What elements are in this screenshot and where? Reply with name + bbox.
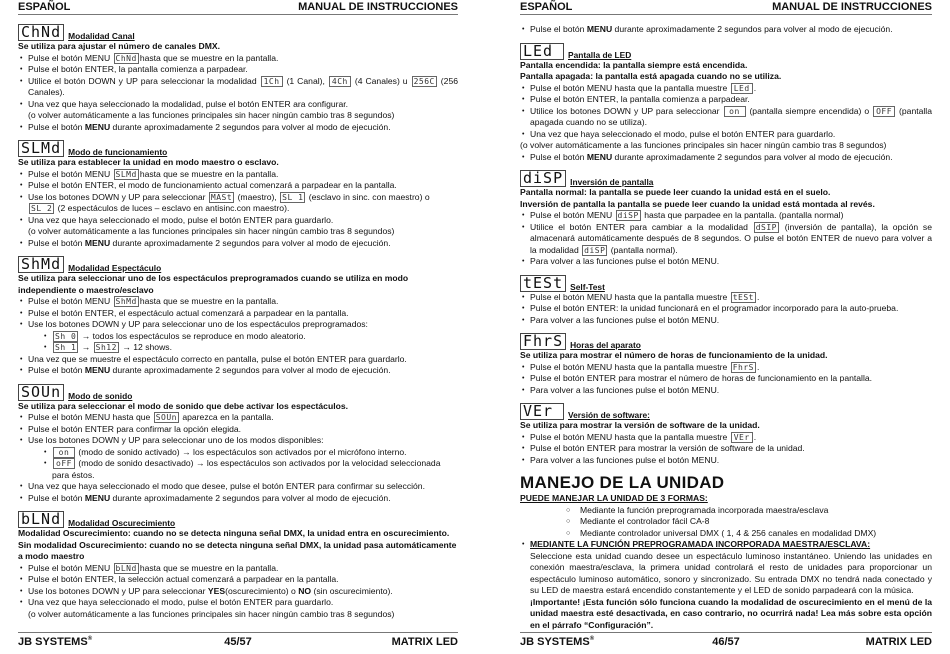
text-run: (oscurecimiento) o xyxy=(225,585,299,596)
header-title: MANUAL DE INSTRUCCIONES xyxy=(772,1,932,13)
section-intro: Pantalla normal: la pantalla se puede leer cuando la unidad está en el suelo. xyxy=(520,187,831,197)
text-run: durante aproximadamente 2 segundos para volver al modo de ejecución. xyxy=(612,24,893,34)
page-content xyxy=(18,24,458,627)
operation-options xyxy=(520,505,932,540)
lcd-display-indicator: 4Ch xyxy=(329,76,351,87)
lcd-display-indicator: SLMd xyxy=(115,169,137,179)
section-intro: Se utiliza para mostrar la versión de software de la unidad. xyxy=(520,420,760,430)
bullet-list xyxy=(18,412,458,504)
lcd-display-heading: SOUn xyxy=(18,384,64,401)
text-run: durante aproximadamente 2 segundos para volver al modo de ejecución. xyxy=(110,492,391,503)
text-run: durante aproximadamente 2 segundos para volver al modo de ejecución. xyxy=(612,151,893,162)
text-run: . xyxy=(756,361,760,372)
list-item xyxy=(520,443,932,455)
text-run: Use los botones DOWN y UP para seleccionar xyxy=(28,191,208,202)
section-intro: Modalidad Oscurecimiento: cuando no se detecta ninguna señal DMX, la unidad entra en oscurecimiento. xyxy=(18,528,450,538)
text-run: aparezca en la pantalla. xyxy=(179,412,274,422)
text-run: Use los botones DOWN y UP para seleccionar uno de los espectáculos preprogramados: xyxy=(28,319,368,329)
lcd-display-indicator: diSP xyxy=(617,211,639,220)
sub-list xyxy=(28,331,458,354)
list-item xyxy=(18,435,458,481)
page-right xyxy=(520,0,932,654)
bold-text: NO xyxy=(298,585,312,596)
list-item xyxy=(520,256,932,268)
section-heading xyxy=(18,256,458,273)
text-run: Pulse el botón ENTER para mostrar la versión de software de la unidad. xyxy=(530,443,805,453)
lcd-display-indicator: SOUn xyxy=(155,413,177,422)
text-run: Utilice el botón DOWN y UP para seleccionar la modalidad xyxy=(28,75,260,86)
text-run: . xyxy=(753,82,757,93)
section-title: Modo de funcionamiento xyxy=(68,147,168,157)
brand-name: JB SYSTEMS xyxy=(18,636,88,648)
bold-text: MENU xyxy=(84,365,111,375)
text-run: hasta que parpadee en la pantalla. (pantalla normal) xyxy=(641,210,844,220)
text-run: hasta que se muestre en la pantalla. xyxy=(139,296,279,306)
list-item xyxy=(18,180,458,192)
continuation-note: (o volver automáticamente a las funciones principales sin hacer ningún cambio tras 8 segundos) xyxy=(28,608,395,619)
section-heading xyxy=(18,384,458,401)
text-run: Pulse el botón MENU hasta que xyxy=(28,412,153,422)
text-run: . xyxy=(753,431,757,442)
list-item xyxy=(18,493,458,505)
text-run: hasta que se muestre en la pantalla. xyxy=(139,562,279,573)
page-number: 45/57 xyxy=(224,636,252,648)
text-run: (inversión de pantalla), la opción se almacenará automáticamente después de 8 segundos. O pulse el botón ENTER de nuevo para volver a la modalidad xyxy=(530,221,932,255)
lcd-display-heading: bLNd xyxy=(18,511,64,528)
menu-section xyxy=(520,333,932,396)
text-run: (modo de sonido activado) → los espectáculos son activados por el micrófono interno. xyxy=(76,446,407,457)
section-title: Modo de sonido xyxy=(68,390,133,401)
lcd-display-indicator: FhrS xyxy=(732,362,754,372)
lcd-display-indicator: LEd xyxy=(731,83,753,94)
bullet-list xyxy=(18,563,458,621)
text-run: Pulse el botón ENTER, el espectáculo actual comenzará a parpadear en la pantalla. xyxy=(28,307,349,318)
sub-list xyxy=(28,447,458,482)
operation-title: MANEJO DE LA UNIDAD xyxy=(520,473,725,492)
page-header xyxy=(18,1,458,15)
text-run: (4 Canales) u xyxy=(351,75,411,86)
registered-mark: ® xyxy=(589,636,595,642)
list-item xyxy=(18,319,458,354)
menu-section xyxy=(18,24,458,133)
bullet-list xyxy=(520,24,932,36)
menu-section xyxy=(18,140,458,249)
text-run: Para volver a las funciones pulse el botón MENU. xyxy=(530,256,720,266)
text-run: Una vez que haya seleccionado el modo, pulse el botón ENTER para guardarlo. xyxy=(28,214,334,225)
bullet-list xyxy=(18,296,458,377)
sub-list-item xyxy=(42,447,458,459)
continuation-note: (o volver automáticamente a las funciones principales sin hacer ningún cambio tras 8 segundos) xyxy=(28,226,395,236)
lcd-display-heading: FhrS xyxy=(520,333,566,350)
text-run: Una vez que haya seleccionado el modo, pulse el botón ENTER para guardarlo. xyxy=(530,128,836,139)
bold-text: YES xyxy=(207,585,226,596)
text-run: durante aproximadamente 2 segundos para volver al modo de ejecución. xyxy=(110,365,391,375)
bullet-list xyxy=(520,210,932,268)
text-run: (pantalla apagada cuando no se utiliza). xyxy=(530,105,932,127)
text-run: Una vez que se muestre el espectáculo correcto en pantalla, pulse el botón ENTER para guardarlo. xyxy=(28,353,407,364)
lcd-display-indicator: ShMd xyxy=(115,297,137,306)
master-slave-heading: MEDIANTE LA FUNCIÓN PREPROGRAMADA INCORPORADA MAESTRA/ESCLAVA: xyxy=(530,539,871,549)
lcd-display-heading: ShMd xyxy=(18,256,64,273)
list-item xyxy=(18,597,458,620)
list-item xyxy=(18,76,458,99)
list-item xyxy=(18,424,458,436)
menu-section xyxy=(520,43,932,164)
lcd-display-indicator: SL 1 xyxy=(282,192,304,202)
text-run: (256 Canales). xyxy=(28,75,458,97)
registered-mark: ® xyxy=(87,636,93,642)
lcd-display-indicator: 1Ch xyxy=(261,76,283,87)
section-title: Inversión de pantalla xyxy=(570,177,654,187)
section-intro: Se utiliza para seleccionar el modo de sonido que debe activar los espectáculos. xyxy=(18,400,349,411)
page-left xyxy=(18,0,458,654)
text-run: (maestro), xyxy=(235,191,280,202)
list-item xyxy=(18,215,458,238)
text-run: (pantalla normal). xyxy=(608,244,678,255)
lcd-display-indicator: on xyxy=(724,106,746,117)
continuation-note: (o volver automáticamente a las funciones principales sin hacer ningún cambio tras 8 segundos) xyxy=(520,140,887,150)
menu-section xyxy=(520,170,932,268)
text-run: (pantalla siempre encendida) o xyxy=(746,105,873,116)
text-run: Una vez que haya seleccionado el modo que desee, pulse el botón ENTER para confirmar su selección. xyxy=(28,481,425,491)
text-run: Pulse el botón MENU xyxy=(530,210,615,220)
bullet-list xyxy=(520,539,932,551)
text-run: Pulse el botón xyxy=(28,237,85,248)
menu-section xyxy=(520,275,932,327)
bullet-list xyxy=(520,292,932,327)
section-intro: Sin modalidad Oscurecimiento: cuando no se detecta ninguna señal DMX, la unidad pasa automáticamente a modo maestro xyxy=(18,539,457,561)
list-item xyxy=(520,373,932,385)
footer-product: MATRIX LED xyxy=(865,636,932,648)
bold-text: MENU xyxy=(84,492,111,503)
list-item xyxy=(18,53,458,65)
text-run: Para volver a las funciones pulse el botón MENU. xyxy=(530,454,720,465)
lcd-display-indicator: Sh 1 xyxy=(55,343,77,352)
text-run: Pulse el botón ENTER, el modo de funcionamiento actual comenzará a parpadear en la pantalla. xyxy=(28,180,397,190)
sub-list-item xyxy=(42,342,458,354)
text-run: → todos los espectáculos se reproduce en modo aleatorio. xyxy=(79,330,306,341)
operation-option: ○ Mediante controlador universal DMX ( 1, 4 & 256 canales en modalidad DMX) xyxy=(566,528,932,540)
section-heading xyxy=(520,403,932,420)
list-item xyxy=(520,315,932,327)
page-number: 46/57 xyxy=(712,636,740,648)
text-run: Pulse el botón MENU hasta que la pantalla muestre xyxy=(530,431,730,442)
lcd-display-indicator: 256C xyxy=(413,76,435,86)
text-run: Pulse el botón xyxy=(28,121,85,132)
text-run: durante aproximadamente 2 segundos para volver al modo de ejecución. xyxy=(110,121,391,132)
section-heading xyxy=(18,140,458,157)
lcd-display-heading: LEd xyxy=(520,43,564,60)
section-intro: Pantalla encendida: la pantalla siempre está encendida. xyxy=(520,59,748,70)
footer-brand xyxy=(18,636,92,649)
section-heading xyxy=(520,43,932,60)
master-slave-description: Seleccione esta unidad cuando desee un espectáculo luminoso instantáneo. Uniendo las unidades en conexión maestra/esclava, la primera unidad controlará el resto de unidades para proporcionar un espectáculo luminoso automático, sonoro y sincronizado. Su entrada DMX no tendrá nada conectado y su LED de maestra estará encendido constantemente y el LED de sonido parpadeará con la música. xyxy=(530,550,932,595)
text-run: → xyxy=(79,342,93,352)
lcd-display-indicator: Sh12 xyxy=(95,343,117,352)
menu-section xyxy=(18,511,458,620)
bold-text: MENU xyxy=(84,121,111,132)
section-title: Pantalla de LED xyxy=(568,49,632,60)
page-footer xyxy=(18,632,458,652)
list-item xyxy=(18,365,458,377)
lcd-display-heading: ChNd xyxy=(18,24,64,41)
text-run: Pulse el botón ENTER para confirmar la opción elegida. xyxy=(28,423,242,434)
text-run: Pulse el botón ENTER, la selección actual comenzará a parpadear en la pantalla. xyxy=(28,574,339,584)
text-run: Utilice los botones DOWN y UP para seleccionar xyxy=(530,105,723,116)
bullet-list xyxy=(520,362,932,397)
sub-list-item xyxy=(42,458,458,481)
list-item xyxy=(18,308,458,320)
operation-option: ○ Mediante la función preprogramada incorporada maestra/esclava xyxy=(566,505,932,517)
section-intro: Se utiliza para ajustar el número de canales DMX. xyxy=(18,41,221,51)
list-item xyxy=(520,432,932,444)
section-intro: Se utiliza para seleccionar uno de los espectáculos preprogramados cuando se utiliza en modo independiente o maestro/esclavo xyxy=(18,273,409,295)
page-content xyxy=(520,24,932,631)
text-run: Pulse el botón MENU hasta que la pantalla muestre xyxy=(530,291,730,302)
header-language: ESPAÑOL xyxy=(18,1,71,13)
brand-name: JB SYSTEMS xyxy=(520,636,590,648)
list-item xyxy=(18,238,458,250)
list-item xyxy=(520,222,932,257)
continuation-note: (o volver automáticamente a las funciones principales sin hacer ningún cambio tras 8 segundos) xyxy=(28,110,395,120)
lcd-display-indicator: Sh 0 xyxy=(55,331,77,341)
lcd-display-heading: diSP xyxy=(520,170,566,187)
text-run: Pulse el botón ENTER: la unidad funcionará en el programador incorporado para la auto-prueba. xyxy=(530,303,899,313)
text-run: hasta que se muestre en la pantalla. xyxy=(139,52,279,63)
section-title: Versión de software: xyxy=(568,410,650,420)
text-run: Para volver a las funciones pulse el botón MENU. xyxy=(530,384,720,395)
list-item xyxy=(520,24,932,36)
text-run: Pulse el botón MENU hasta que la pantalla muestre xyxy=(530,82,730,93)
list-item xyxy=(520,455,932,467)
section-title: Horas del aparato xyxy=(570,340,641,350)
lcd-display-indicator: OFF xyxy=(873,106,895,117)
text-run: Use los botones DOWN y UP para seleccionar uno de los modos disponibles: xyxy=(28,435,324,445)
text-run: . xyxy=(756,291,760,302)
list-item xyxy=(520,210,932,222)
text-run: Pulse el botón ENTER, la pantalla comienza a parpadear. xyxy=(28,64,248,74)
list-item xyxy=(18,563,458,575)
page-header xyxy=(520,1,932,15)
text-run: Pulse el botón MENU hasta que la pantalla muestre xyxy=(530,361,730,372)
important-note: ¡Importante! ¡Esta función sólo funciona cuando la modalidad de oscurecimiento en el menú de la unidad maestra esté desactivada, en caso contrario, no ocurrirá nada! Lea más sobre esta opción en el párrafo “Configuración”. xyxy=(530,596,932,630)
lcd-display-indicator: oFF xyxy=(53,458,75,469)
text-run: Una vez que haya seleccionado la modalidad, pulse el botón ENTER ara configurar. xyxy=(28,98,349,109)
list-item xyxy=(520,106,932,129)
bold-text: MENU xyxy=(586,24,613,34)
list-item xyxy=(18,296,458,308)
list-item xyxy=(520,152,932,164)
section-title: Self-Test xyxy=(570,281,605,292)
section-title: Modalidad Oscurecimiento xyxy=(68,518,176,528)
list-item xyxy=(18,574,458,586)
list-item xyxy=(520,94,932,106)
text-run: (esclavo in sinc. con maestro) o xyxy=(306,191,430,202)
list-item xyxy=(520,362,932,374)
lcd-display-indicator: MASt xyxy=(210,192,233,202)
list-item xyxy=(18,122,458,134)
text-run: Pulse el botón xyxy=(530,151,587,162)
text-run: Para volver a las funciones pulse el botón MENU. xyxy=(530,314,720,325)
text-run: Use los botones DOWN y UP para seleccionar xyxy=(28,585,208,596)
list-item xyxy=(520,83,932,95)
menu-section xyxy=(520,403,932,466)
list-item xyxy=(520,129,932,141)
text-run: Pulse el botón xyxy=(530,24,587,34)
section-heading xyxy=(520,333,932,350)
list-item xyxy=(520,539,932,551)
bullet-list xyxy=(18,53,458,134)
operation-section xyxy=(520,473,932,631)
lcd-display-indicator: tESt xyxy=(732,292,754,302)
bold-text: MENU xyxy=(84,237,111,248)
lcd-display-heading: VEr xyxy=(520,403,564,420)
text-run: Pulse el botón MENU xyxy=(28,296,113,306)
text-run: durante aproximadamente 2 segundos para volver al modo de ejecución. xyxy=(110,237,391,248)
text-run: (2 espectáculos de luces – esclavo en antisinc.con maestro). xyxy=(55,203,290,213)
footer-product: MATRIX LED xyxy=(391,636,458,648)
menu-section xyxy=(18,256,458,377)
text-run: hasta que se muestre en la pantalla. xyxy=(139,168,279,179)
list-item xyxy=(520,303,932,315)
text-run: (sin oscurecimiento). xyxy=(311,585,393,596)
section-intro: Pantalla apagada: la pantalla está apagada cuando no se utiliza. xyxy=(520,71,782,81)
bullet-list xyxy=(520,432,932,467)
lcd-display-indicator: dSIP xyxy=(755,222,777,232)
bullet-list xyxy=(18,169,458,250)
list-item xyxy=(18,169,458,181)
section-heading xyxy=(18,24,458,41)
text-run: Pulse el botón ENTER, la pantalla comienza a parpadear. xyxy=(530,94,750,104)
bold-text: MENU xyxy=(586,151,613,162)
list-item xyxy=(18,64,458,76)
text-run: → 12 shows. xyxy=(119,342,172,352)
text-run: Una vez que haya seleccionado el modo, pulse el botón ENTER para guardarlo. xyxy=(28,597,334,607)
section-heading xyxy=(18,511,458,528)
header-language: ESPAÑOL xyxy=(520,1,573,13)
list-item xyxy=(18,192,458,215)
section-intro: Se utiliza para establecer la unidad en modo maestro o esclavo. xyxy=(18,157,279,167)
text-run: Pulse el botón xyxy=(28,365,85,375)
lcd-display-indicator: ChNd xyxy=(115,53,137,63)
list-item xyxy=(18,354,458,366)
lcd-display-indicator: bLNd xyxy=(115,563,137,573)
footer-brand xyxy=(520,636,594,649)
list-item xyxy=(18,412,458,424)
list-item xyxy=(18,99,458,122)
menu-section xyxy=(18,384,458,505)
text-run: (modo de sonido desactivado) → los espectáculos son activados por la velocidad seleccionada para éstos. xyxy=(52,458,441,480)
lcd-display-indicator: SL 2 xyxy=(31,204,53,213)
section-heading xyxy=(520,170,932,187)
operation-option: ○ Mediante el controlador fácil CA-8 xyxy=(566,516,932,528)
list-item xyxy=(520,385,932,397)
section-title: Modalidad Espectáculo xyxy=(68,263,162,273)
text-run: Pulse el botón xyxy=(28,492,85,503)
section-intro: Inversión de pantalla la pantalla se puede leer cuando la unidad está montada al revés. xyxy=(520,198,875,209)
bullet-list xyxy=(520,83,932,164)
header-title: MANUAL DE INSTRUCCIONES xyxy=(298,1,458,13)
text-run: Pulse el botón MENU xyxy=(28,168,113,179)
section-title: Modalidad Canal xyxy=(68,31,135,41)
lcd-display-heading: tESt xyxy=(520,275,566,292)
operation-subtitle: PUEDE MANEJAR LA UNIDAD DE 3 FORMAS: xyxy=(520,493,708,503)
lcd-display-indicator: VEr xyxy=(731,432,753,443)
section-heading xyxy=(520,275,932,292)
list-item xyxy=(18,481,458,493)
text-run: Pulse el botón ENTER para mostrar el número de horas de funcionamiento en la pantalla. xyxy=(530,373,873,383)
list-item xyxy=(18,586,458,598)
section-intro: Se utiliza para mostrar el número de horas de funcionamiento de la unidad. xyxy=(520,350,828,360)
lcd-display-heading: SLMd xyxy=(18,140,64,157)
sub-list-item xyxy=(42,331,458,343)
text-run: Utilice el botón ENTER para cambiar a la modalidad xyxy=(530,221,753,232)
page-footer xyxy=(520,632,932,652)
text-run: Pulse el botón MENU xyxy=(28,562,113,573)
text-run: (1 Canal), xyxy=(283,75,328,86)
text-run: Pulse el botón MENU xyxy=(28,52,113,63)
lcd-display-indicator: diSP xyxy=(584,245,606,255)
lcd-display-indicator: on xyxy=(53,447,75,458)
lead-section xyxy=(520,24,932,36)
list-item xyxy=(520,292,932,304)
